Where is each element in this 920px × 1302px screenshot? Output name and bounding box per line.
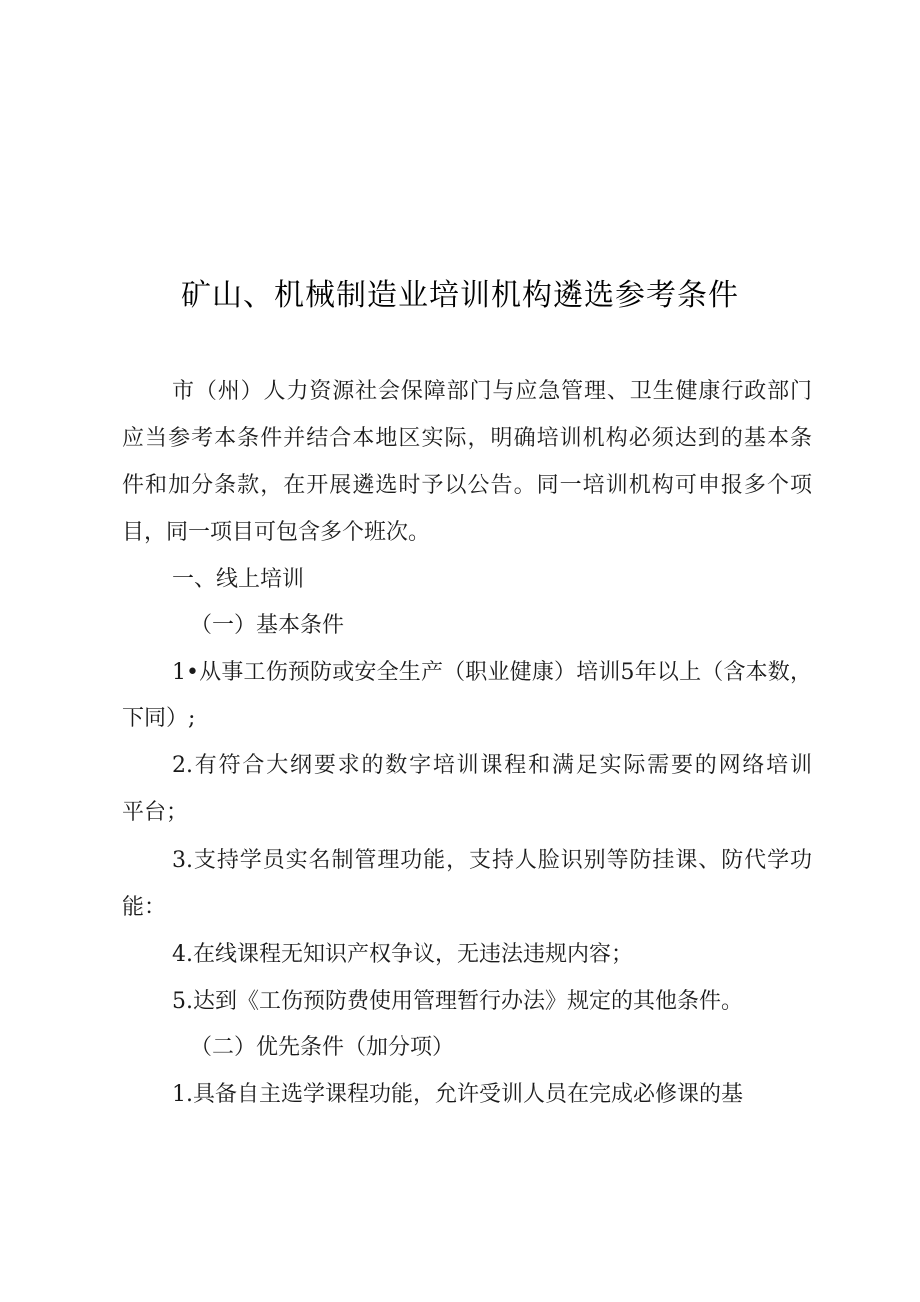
document-body xyxy=(122,377,812,1137)
item-2-line-2: 平台； xyxy=(122,800,189,825)
item-3-line-1: 3.支持学员实名制管理功能，支持人脸识别等防挂课、防代学功 xyxy=(172,848,812,873)
intro-line-2: 应当参考本条件并结合本地区实际，明确培训机构必须达到的基本条 xyxy=(122,426,812,451)
section-heading-online-training: 一、线上培训 xyxy=(172,567,305,592)
item-1-line-2: 下同）; xyxy=(122,706,196,731)
intro-line-3: 件和加分条款，在开展遴选时予以公告。同一培训机构可申报多个项 xyxy=(122,473,812,498)
item-3-line-2: 能： xyxy=(122,895,167,920)
priority-item-1-line-1: 1.具备自主选学课程功能，允许受训人员在完成必修课的基 xyxy=(172,1082,743,1107)
document-title: 矿山、机械制造业培训机构遴选参考条件 xyxy=(181,278,739,313)
item-5: 5.达到《工伤预防费使用管理暂行办法》规定的其他条件。 xyxy=(172,989,743,1014)
intro-line-1: 市（州）人力资源社会保障部门与应急管理、卫生健康行政部门 xyxy=(172,379,812,404)
subsection-heading-priority-conditions: （二）优先条件（加分项） xyxy=(190,1035,455,1060)
item-2-line-1: 2.有符合大纲要求的数字培训课程和满足实际需要的网络培训 xyxy=(172,753,812,778)
item-4: 4.在线课程无知识产权争议，无违法违规内容； xyxy=(172,942,633,967)
intro-line-4: 目，同一项目可包含多个班次。 xyxy=(122,520,431,545)
item-1-line-1: 1•从事工伤预防或安全生产（职业健康）培训5年以上（含本数， xyxy=(172,660,812,685)
subsection-heading-basic-conditions: （一）基本条件 xyxy=(190,613,345,638)
